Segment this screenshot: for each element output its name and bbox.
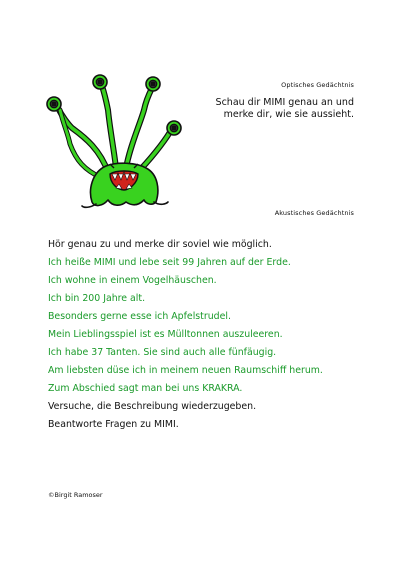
intro-instruction bbox=[174, 97, 354, 121]
story-line: Mein Lieblingsspiel ist es Mülltonnen auszuleeren. bbox=[48, 329, 283, 340]
story-line: Zum Abschied sagt man bei uns KRAKRA. bbox=[48, 383, 243, 394]
story-line: Ich wohne in einem Vogelhäuschen. bbox=[48, 275, 217, 286]
copyright-notice: ©Birgit Ramoser bbox=[48, 491, 103, 499]
story-line: Beantworte Fragen zu MIMI. bbox=[48, 419, 179, 430]
intro-line: merke dir, wie sie aussieht. bbox=[223, 109, 354, 120]
story-line: Am liebsten düse ich in meinem neuen Raumschiff herum. bbox=[48, 365, 323, 376]
story-line: Hör genau zu und merke dir soviel wie möglich. bbox=[48, 239, 272, 250]
story-line: Versuche, die Beschreibung wiederzugeben. bbox=[48, 401, 257, 412]
section-label-optical: Optisches Gedächtnis bbox=[281, 81, 354, 89]
story-line: Ich habe 37 Tanten. Sie sind auch alle fünfäugig. bbox=[48, 347, 277, 358]
mimi-monster-illustration bbox=[40, 70, 200, 210]
story-line: Ich heiße MIMI und lebe seit 99 Jahren auf der Erde. bbox=[48, 257, 291, 268]
intro-line: Schau dir MIMI genau an und bbox=[215, 97, 354, 108]
section-label-acoustic: Akustisches Gedächtnis bbox=[274, 209, 354, 217]
story-text-list bbox=[48, 236, 378, 434]
story-line: Ich bin 200 Jahre alt. bbox=[48, 293, 146, 304]
story-line: Besonders gerne esse ich Apfelstrudel. bbox=[48, 311, 231, 322]
